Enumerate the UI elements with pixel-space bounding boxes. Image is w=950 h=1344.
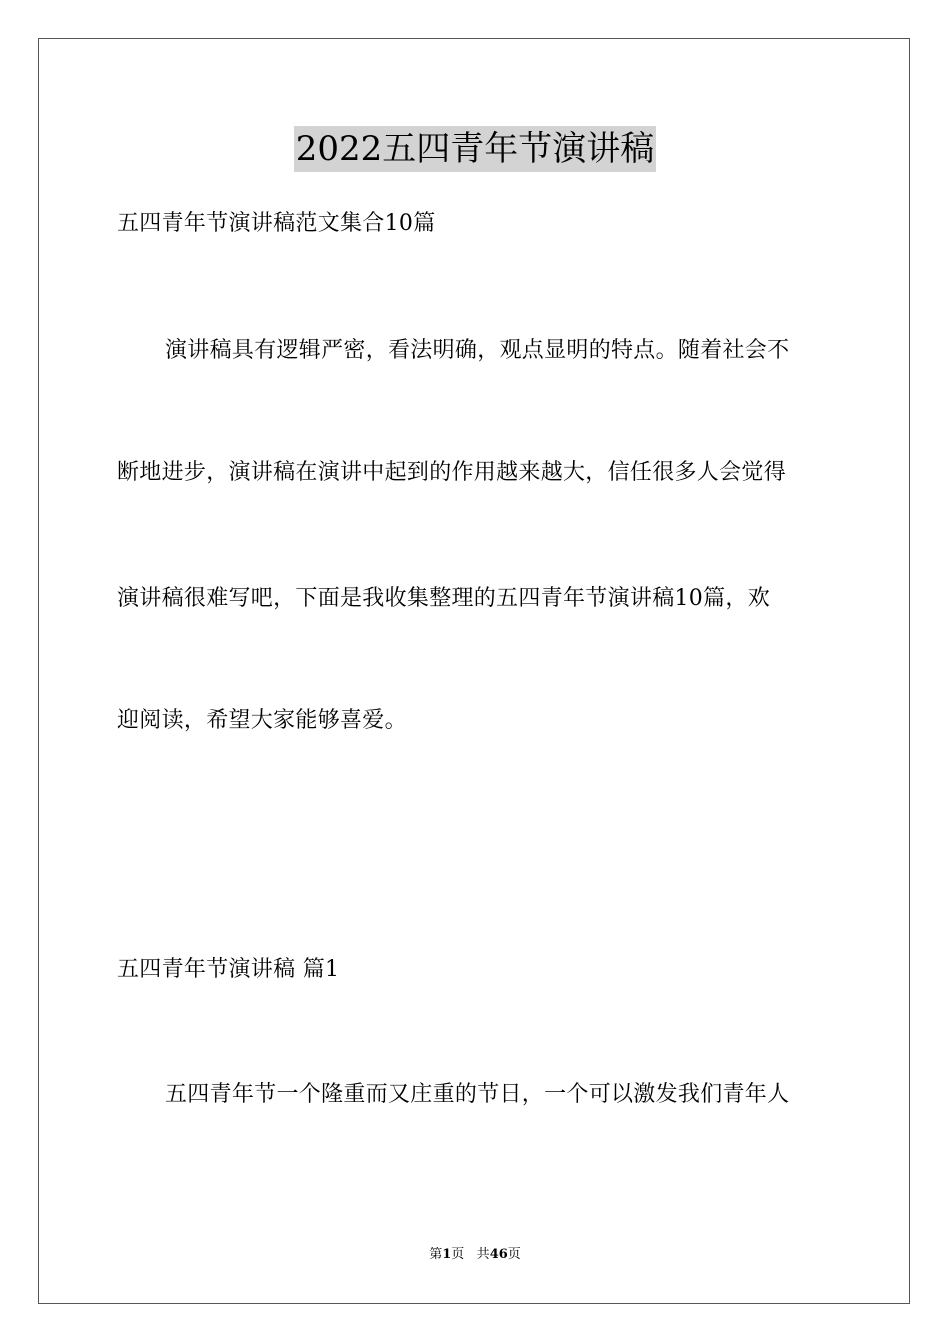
title-container: [0, 126, 950, 172]
intro-line-2: 断地进步，演讲稿在演讲中起到的作用越来越大，信任很多人会觉得: [117, 460, 787, 485]
document-title: 2022五四青年节演讲稿: [294, 126, 657, 172]
footer-total-suffix: 页: [507, 1247, 521, 1262]
footer-total-prefix: 共: [476, 1247, 490, 1262]
intro-line-4: 迎阅读，希望大家能够喜爱。: [117, 708, 407, 733]
intro-line-3: 演讲稿很难写吧，下面是我收集整理的五四青年节演讲稿10篇，欢: [117, 586, 770, 611]
footer-page-prefix: 第: [429, 1247, 443, 1262]
document-subtitle: 五四青年节演讲稿范文集合10篇: [117, 211, 436, 236]
intro-line-1: 演讲稿具有逻辑严密，看法明确，观点显明的特点。随着社会不: [165, 338, 790, 363]
section-heading: 五四青年节演讲稿 篇1: [117, 957, 340, 982]
footer-total-pages: 46: [489, 1247, 508, 1262]
page-footer: [0, 1246, 950, 1264]
footer-page-suffix: 页: [451, 1247, 465, 1262]
section-line-1: 五四青年节一个隆重而又庄重的节日，一个可以激发我们青年人: [165, 1082, 790, 1107]
footer-page-number: 1: [442, 1247, 452, 1262]
